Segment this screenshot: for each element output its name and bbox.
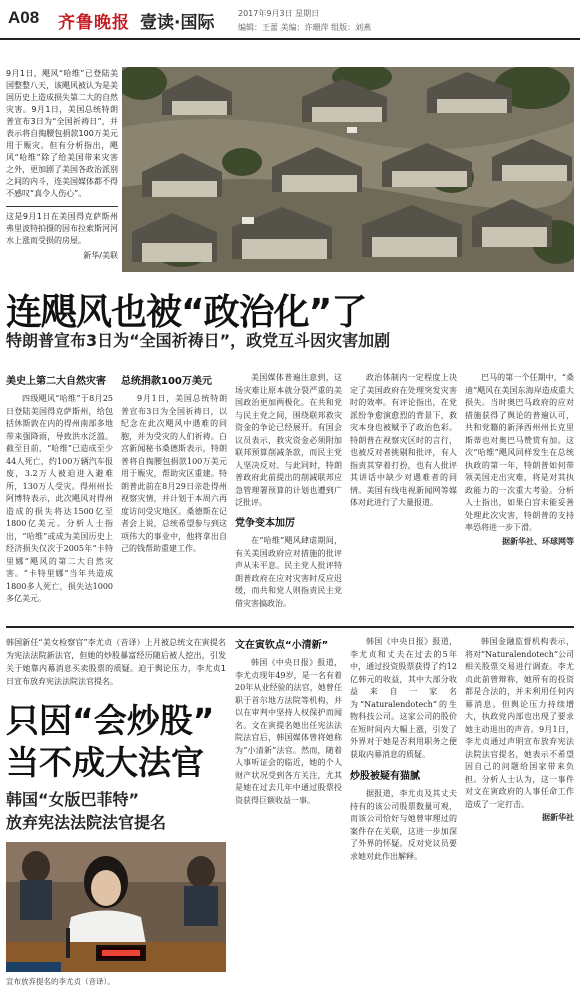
story1-column-3 xyxy=(235,372,342,512)
date-line: 2017年9月3日 星期日 xyxy=(238,9,320,18)
hearing-photo xyxy=(6,842,226,972)
story1-lede: 9月1日，飓风“哈维”已登陆美国整整八天，该飓风被认为是美国历史上造成损失第二大的自然灾害。9月1日，美国总统特朗普宣布3日为“全国祈祷日”，并表示将自掏腰包捐款100万美元用于赈灾。但有分析指出，飓风“哈维”除了给美国带来灾害之外，更加剧了美国各政治派别之间的内斗，连美国媒体都不得不感叹“真令人伤心”。 xyxy=(6,69,118,198)
story1-lede-box xyxy=(6,68,118,262)
story2-headline-line-2: 当不成大法官 xyxy=(6,743,204,782)
story1-col4-text: 政治体制内一定程度上决定了美国政府在处理突发灾害时的效率。有评论指出，在党派纷争愈演愈烈的背景下，救灾本身也被赋予了政治色彩。特朗普在视察灾区时的言行，也被反对者挑剔和批评，有人指责其穿着打扮，也有人批评其讲话中缺少对遇难者的同情。美国有线电视新闻网等媒体对此进行了大量报道。 xyxy=(350,373,457,507)
story2-column-1 xyxy=(235,636,342,981)
page-number: A08 xyxy=(8,8,40,27)
story1-col3-heading2: 党争变本加厉 xyxy=(235,518,295,529)
hearing-photo-image xyxy=(6,842,226,972)
story2-headline-line-1: 只因“会炒股” xyxy=(6,701,215,740)
story1-photo-caption-box xyxy=(6,206,118,262)
story2-subheadline-line-1: 韩国“女版巴菲特” xyxy=(6,790,140,809)
story2-column-2 xyxy=(350,636,457,981)
story1-col2-text: 9月1日，美国总统特朗普宣布3日为全国祈祷日，以纪念在此次飓风中遇难的同胞，并为受灾的人们祈祷。白宫新闻秘书桑德斯表示，特朗普将自掏腰包捐款100万美元用于赈灾，帮助灾区重建。特朗普此前在8月29日亲赴得州视察灾情，并计划于本周六再度访问受灾地区。桑德斯在记者会上说，总统希望参与到这项伟大的事业中，他将拿出自己的钱帮助重建工作。 xyxy=(121,394,227,553)
story1-headline: 连飓风也被“政治化”了 xyxy=(6,292,367,333)
flood-photo-image xyxy=(122,67,574,272)
story1-column-5 xyxy=(465,372,574,622)
story1-col1-heading: 美史上第二大自然灾害 xyxy=(6,376,106,387)
story2-col2-text: 韩国《中央日报》报道，李尤贞和丈夫在过去的5年中，通过投资股票获得了约12亿韩元的收益，其中大部分收益来自一家名为“Naturalendotech”的生物科技公司。这家公司的股价在短时间内大幅上涨，引发了外界对于她是否利用职务之便获取内幕消息的质疑。 xyxy=(350,637,457,759)
story1-col2-heading: 总统捐款100万美元 xyxy=(121,376,212,387)
staff-line: 编辑：王蕾 美编：许珊萍 组版：刘燕 xyxy=(238,23,372,32)
story2-col2-text2: 据报道，李尤贞及其丈夫持有的该公司股票数量可观，而该公司恰好与她曾审理过的案件存在关联，这进一步加深了外界的怀疑。反对党议员要求她对此作出解释。 xyxy=(350,789,457,861)
story-divider xyxy=(6,626,574,628)
story1-column-1 xyxy=(6,372,113,622)
story2-lede: 韩国新任“美女检察官”李尤贞（音译）上月被总统文在寅提名为宪法法院新法官，但她的炒股暴富经历随后被人挖出，引发关于她靠内幕消息买卖股票的质疑。迫于舆论压力，李尤贞1日宣布放弃宪法法院法官提名。 xyxy=(6,638,226,686)
story1-photo-credit: 新华/美联 xyxy=(83,251,118,260)
page-header xyxy=(0,0,580,40)
story2-subheadline-line-2: 放弃宪法法院法官提名 xyxy=(6,813,167,832)
story1-credit: 据新华社、环球网等 xyxy=(502,535,574,546)
section-title: 壹读·国际 xyxy=(140,13,215,33)
story2-col3-text: 韩国金融监督机构表示，将对“Naturalendotech”公司相关股票交易进行调查。李尤贞此前曾辩称，她所有的投资都是合法的，并未利用任何内幕消息。但舆论压力持续增大，执政党内部也出现了要求她主动退出的声音。9月1日，李尤贞通过声明宣布放弃宪法法院法官提名，她表示不希望因自己的问题给国家带来负担。分析人士认为，这一事件对文在寅政府的人事任命工作造成了一定打击。 xyxy=(465,637,574,809)
story2-subheadline xyxy=(6,788,166,834)
story2-col1-heading: 文在寅钦点“小清新” xyxy=(235,640,329,651)
story1-column-2 xyxy=(121,372,227,622)
story1-column-4 xyxy=(350,372,457,622)
story2-col1-text: 韩国《中央日报》报道，李尤贞现年49岁，是一名有着20年从业经验的法官，她曾任职于首尔地方法院等机构，并以在审判中坚持人权保护而闻名。文在寅提名她出任宪法法院法官后，韩国媒体曾将她称为“小清新”法官。然而，随着人事听证会的临近，她的个人财产状况受到各方关注，尤其是她在过去几年中通过股票投资获得巨额收益一事。 xyxy=(235,658,342,805)
story2-column-3 xyxy=(465,636,574,981)
story1-photo-caption: 这是9月1日在美国得克萨斯州弗里波特拍摄的因布拉索斯河河水上涨而受损的房屋。 xyxy=(6,212,118,245)
hearing-timer-display xyxy=(98,947,144,959)
story1-subheadline: 特朗普宣布3日为“全国祈祷日”，政党互斗因灾害加剧 xyxy=(6,331,391,350)
story1-col5-text: 巴马的第一个任期中，“桑迪”飓风在美国东海岸造成重大损失。当时奥巴马政府的应对措施获得了舆论的普遍认可，共和党籍的新泽西州州长克里斯蒂也对奥巴马赞赏有加。这次“哈维”飓风同样发生在总统执政的第一年，特朗普如何带领美国走出灾难，将是对其执政能力的一次重大考验。分析人士指出，如果白宫未能妥善处理此次灾害，特朗普的支持率恐将进一步下滑。 xyxy=(465,373,574,532)
story2-col2-heading2: 炒股被疑有猫腻 xyxy=(350,771,420,782)
story1-column-3-continued xyxy=(235,514,342,622)
story2-photo-caption: 宣布放弃提名的李尤贞（音译）。 xyxy=(6,977,115,986)
story2-credit: 据新华社 xyxy=(542,812,574,822)
newspaper-logo: 齐鲁晚报 xyxy=(58,13,130,33)
story1-col3-text: 美国媒体普遍注意到，这场灾难让原本就分裂严重的美国政治更加两极化。在共和党与民主党之间，围绕联邦救灾资金的争论已经展开。有国会议员表示，救灾资金必须附加联邦预算削减条款，而民主党人坚决反对。与此同时，特朗普政府此前提出的削减联邦应急管理署预算的计划也遭到广泛批评。 xyxy=(235,373,342,507)
story1-col3-text2: 在“哈维”飓风肆虐期间，有关美国政府应对措施的批评声从未平息。民主党人批评特朗普政府在应对灾害时反应迟缓，而共和党人则指责民主党借灾害搞政治。 xyxy=(235,536,342,608)
story2-headline xyxy=(6,700,214,784)
flood-photo xyxy=(122,67,574,272)
story1-col1-text: 四级飓风“哈维”于8月25日登陆美国得克萨斯州，给包括休斯敦在内的得州南部多地带来强降雨，导致洪水泛滥。截至目前，“哈维”已造成至少44人死亡，约100万辆汽车报废，3.2万人被迫进入避难所，130万人受灾。得州州长阿博特表示，此次飓风对得州造成的损失将达1500亿至1800亿美元。分析人士指出，“哈维”或成为美国历史上经济损失仅次于2005年“卡特里娜”飓风的第二大自然灾害。“卡特里娜”当年共造成1800多人死亡，损失达1000多亿美元。 xyxy=(6,394,113,603)
